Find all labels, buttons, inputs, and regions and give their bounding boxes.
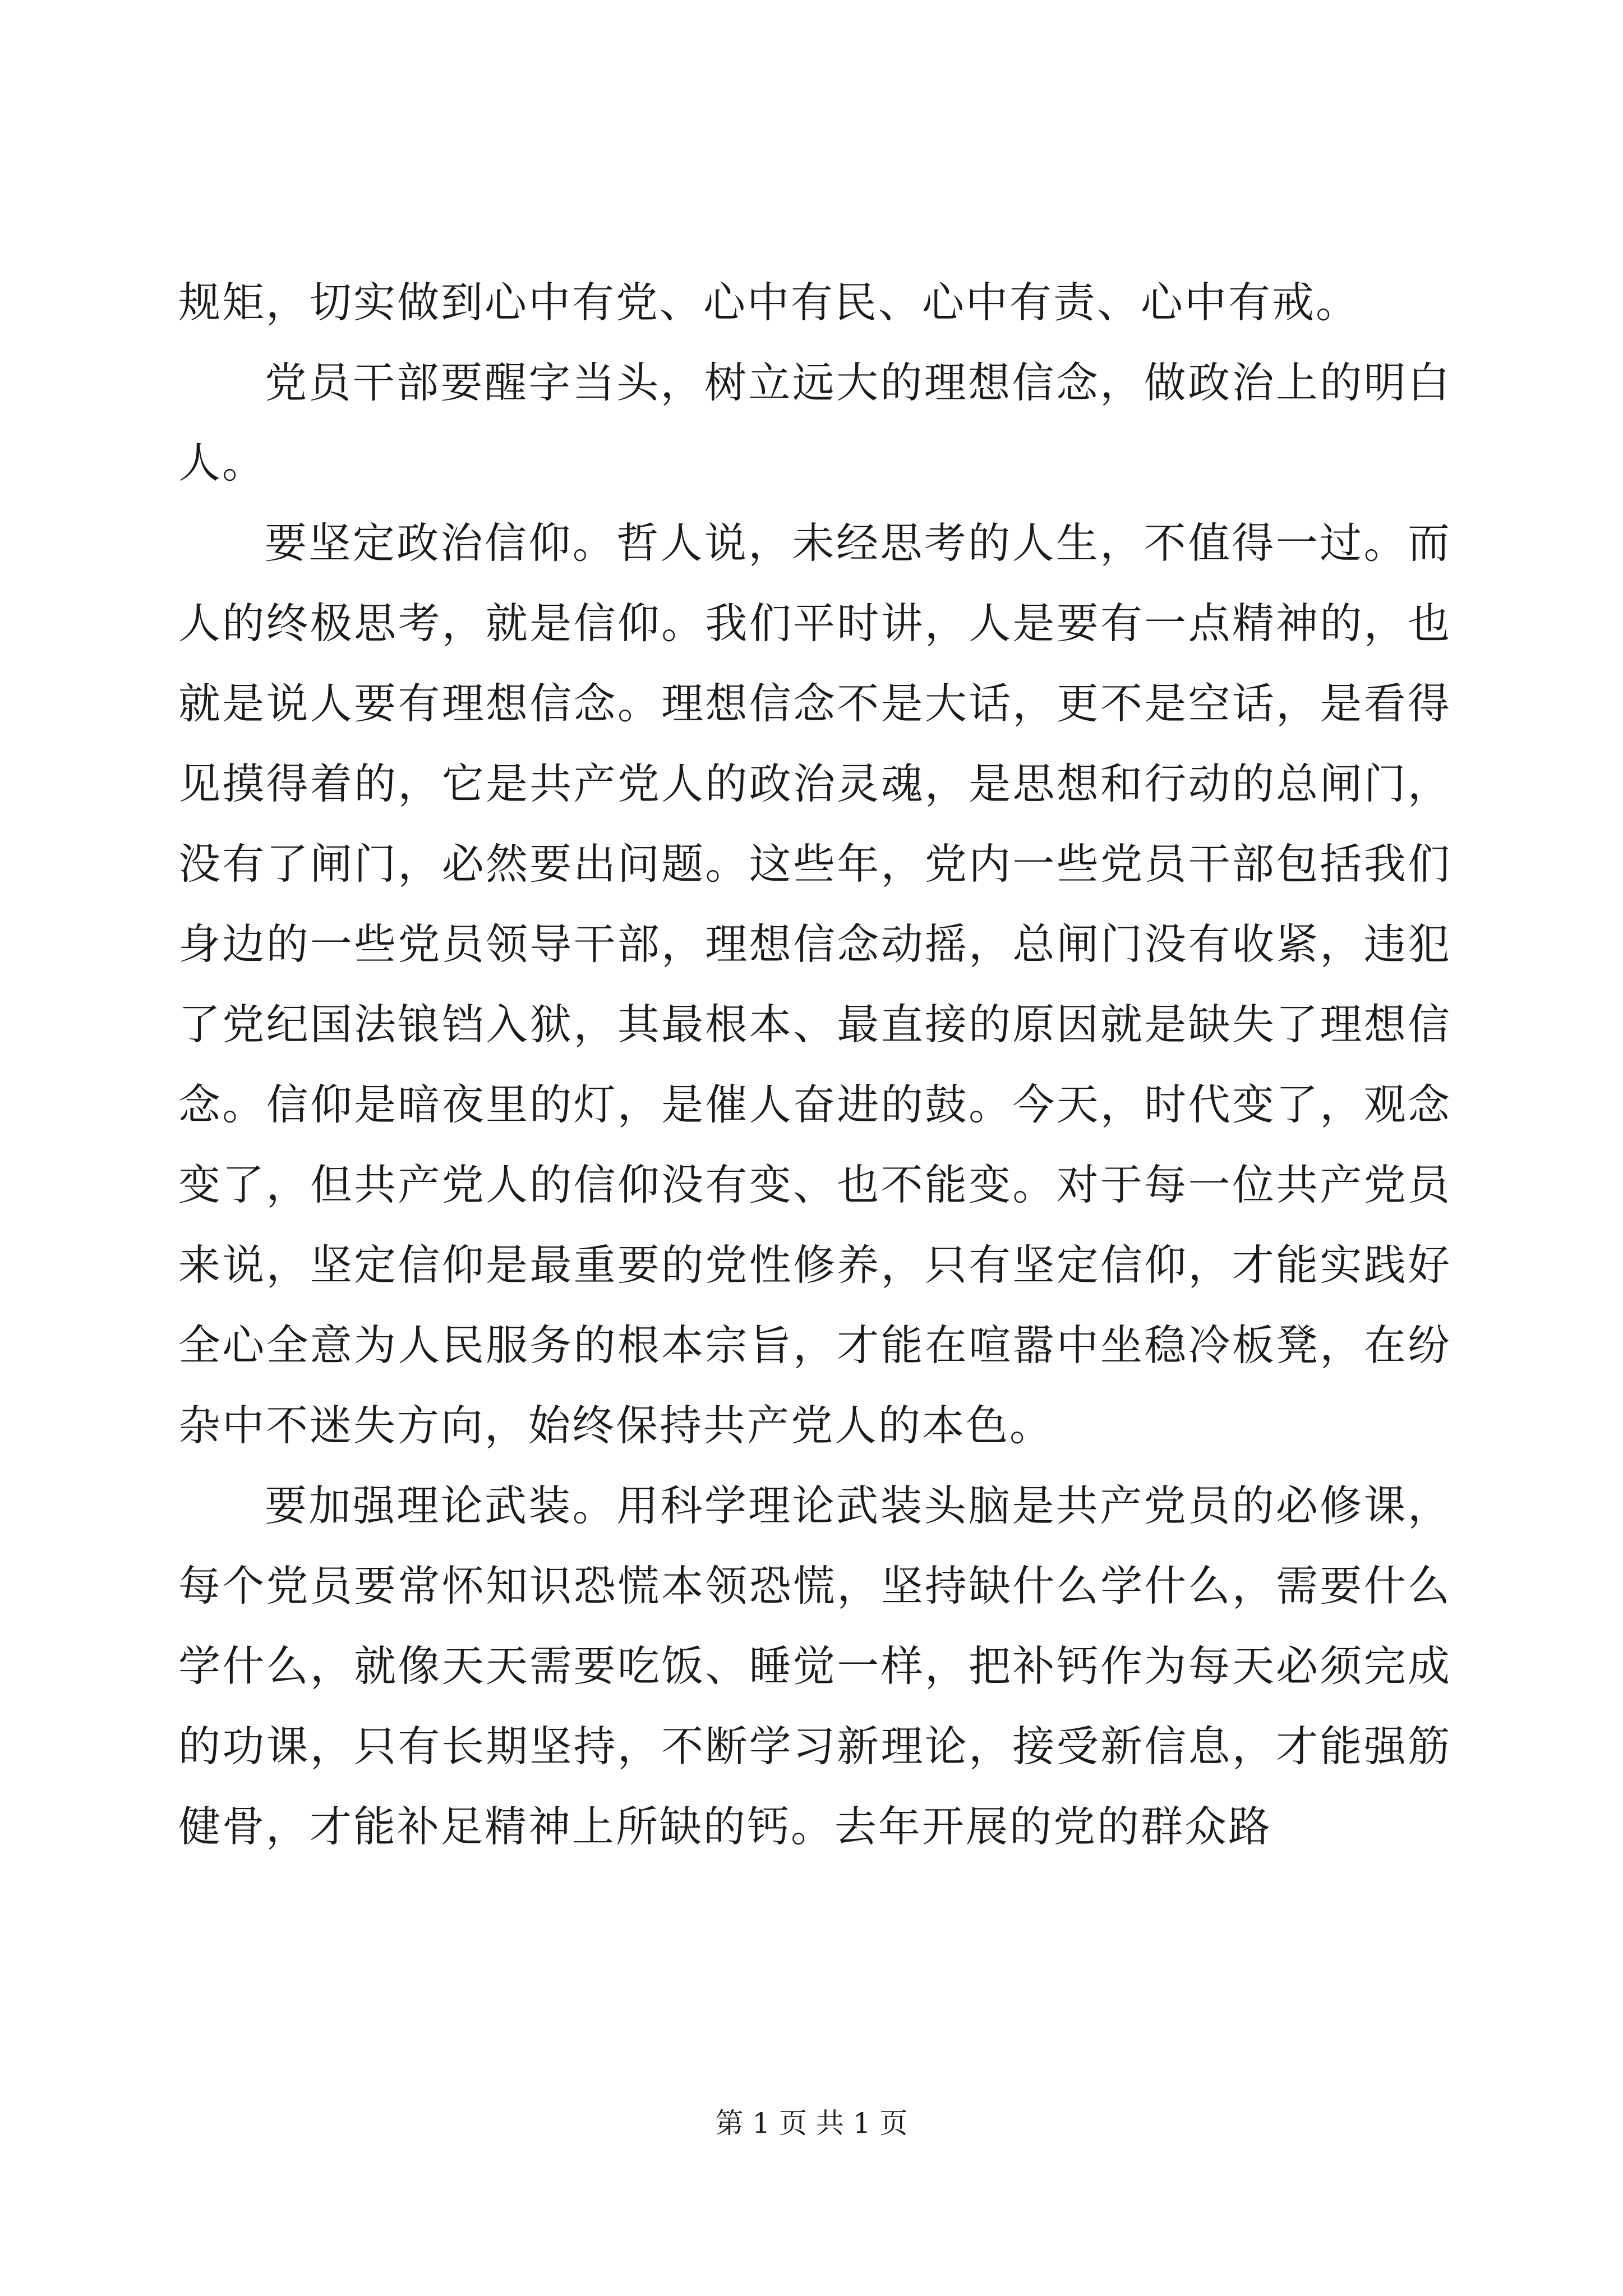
paragraph-theory-study: 要加强理论武装。用科学理论武装头脑是共产党员的必修课，每个党员要常怀知识恐慌本领恐慌，坚持缺什么学什么，需要什么学什么，就像天天需要吃饭、睡觉一样，把补钙作为每天必须完成的功课，只有长期坚持，不断学习新理论，接受新信息，才能强筋健骨，才能补足精神上所缺的钙。去年开展的党的群众路 xyxy=(178,1481,1451,1851)
document-body xyxy=(178,263,1451,1867)
paragraph-political-belief: 要坚定政治信仰。哲人说，未经思考的人生，不值得一过。而人的终极思考，就是信仰。我们平时讲，人是要有一点精神的，也就是说人要有理想信念。理想信念不是大话，更不是空话，是看得见摸得着的，它是共产党人的政治灵魂，是思想和行动的总闸门，没有了闸门，必然要出问题。这些年，党内一些党员干部包括我们身边的一些党员领导干部，理想信念动摇，总闸门没有收紧，违犯了党纪国法锒铛入狱，其最根本、最直接的原因就是缺失了理想信念。信仰是暗夜里的灯，是催人奋进的鼓。今天，时代变了，观念变了，但共产党人的信仰没有变、也不能变。对于每一位共产党员来说，坚定信仰是最重要的党性修养，只有坚定信仰，才能实践好全心全意为人民服务的根本宗旨，才能在喧嚣中坐稳冷板凳，在纷杂中不迷失方向，始终保持共产党人的本色。 xyxy=(178,518,1451,1450)
page-footer: 第 1 页 共 1 页 xyxy=(715,2107,908,2139)
paragraph-intro: 党员干部要醒字当头，树立远大的理想信念，做政治上的明白人。 xyxy=(178,358,1451,487)
paragraph-continuation: 规矩，切实做到心中有党、心中有民、心中有责、心中有戒。 xyxy=(178,278,1360,327)
